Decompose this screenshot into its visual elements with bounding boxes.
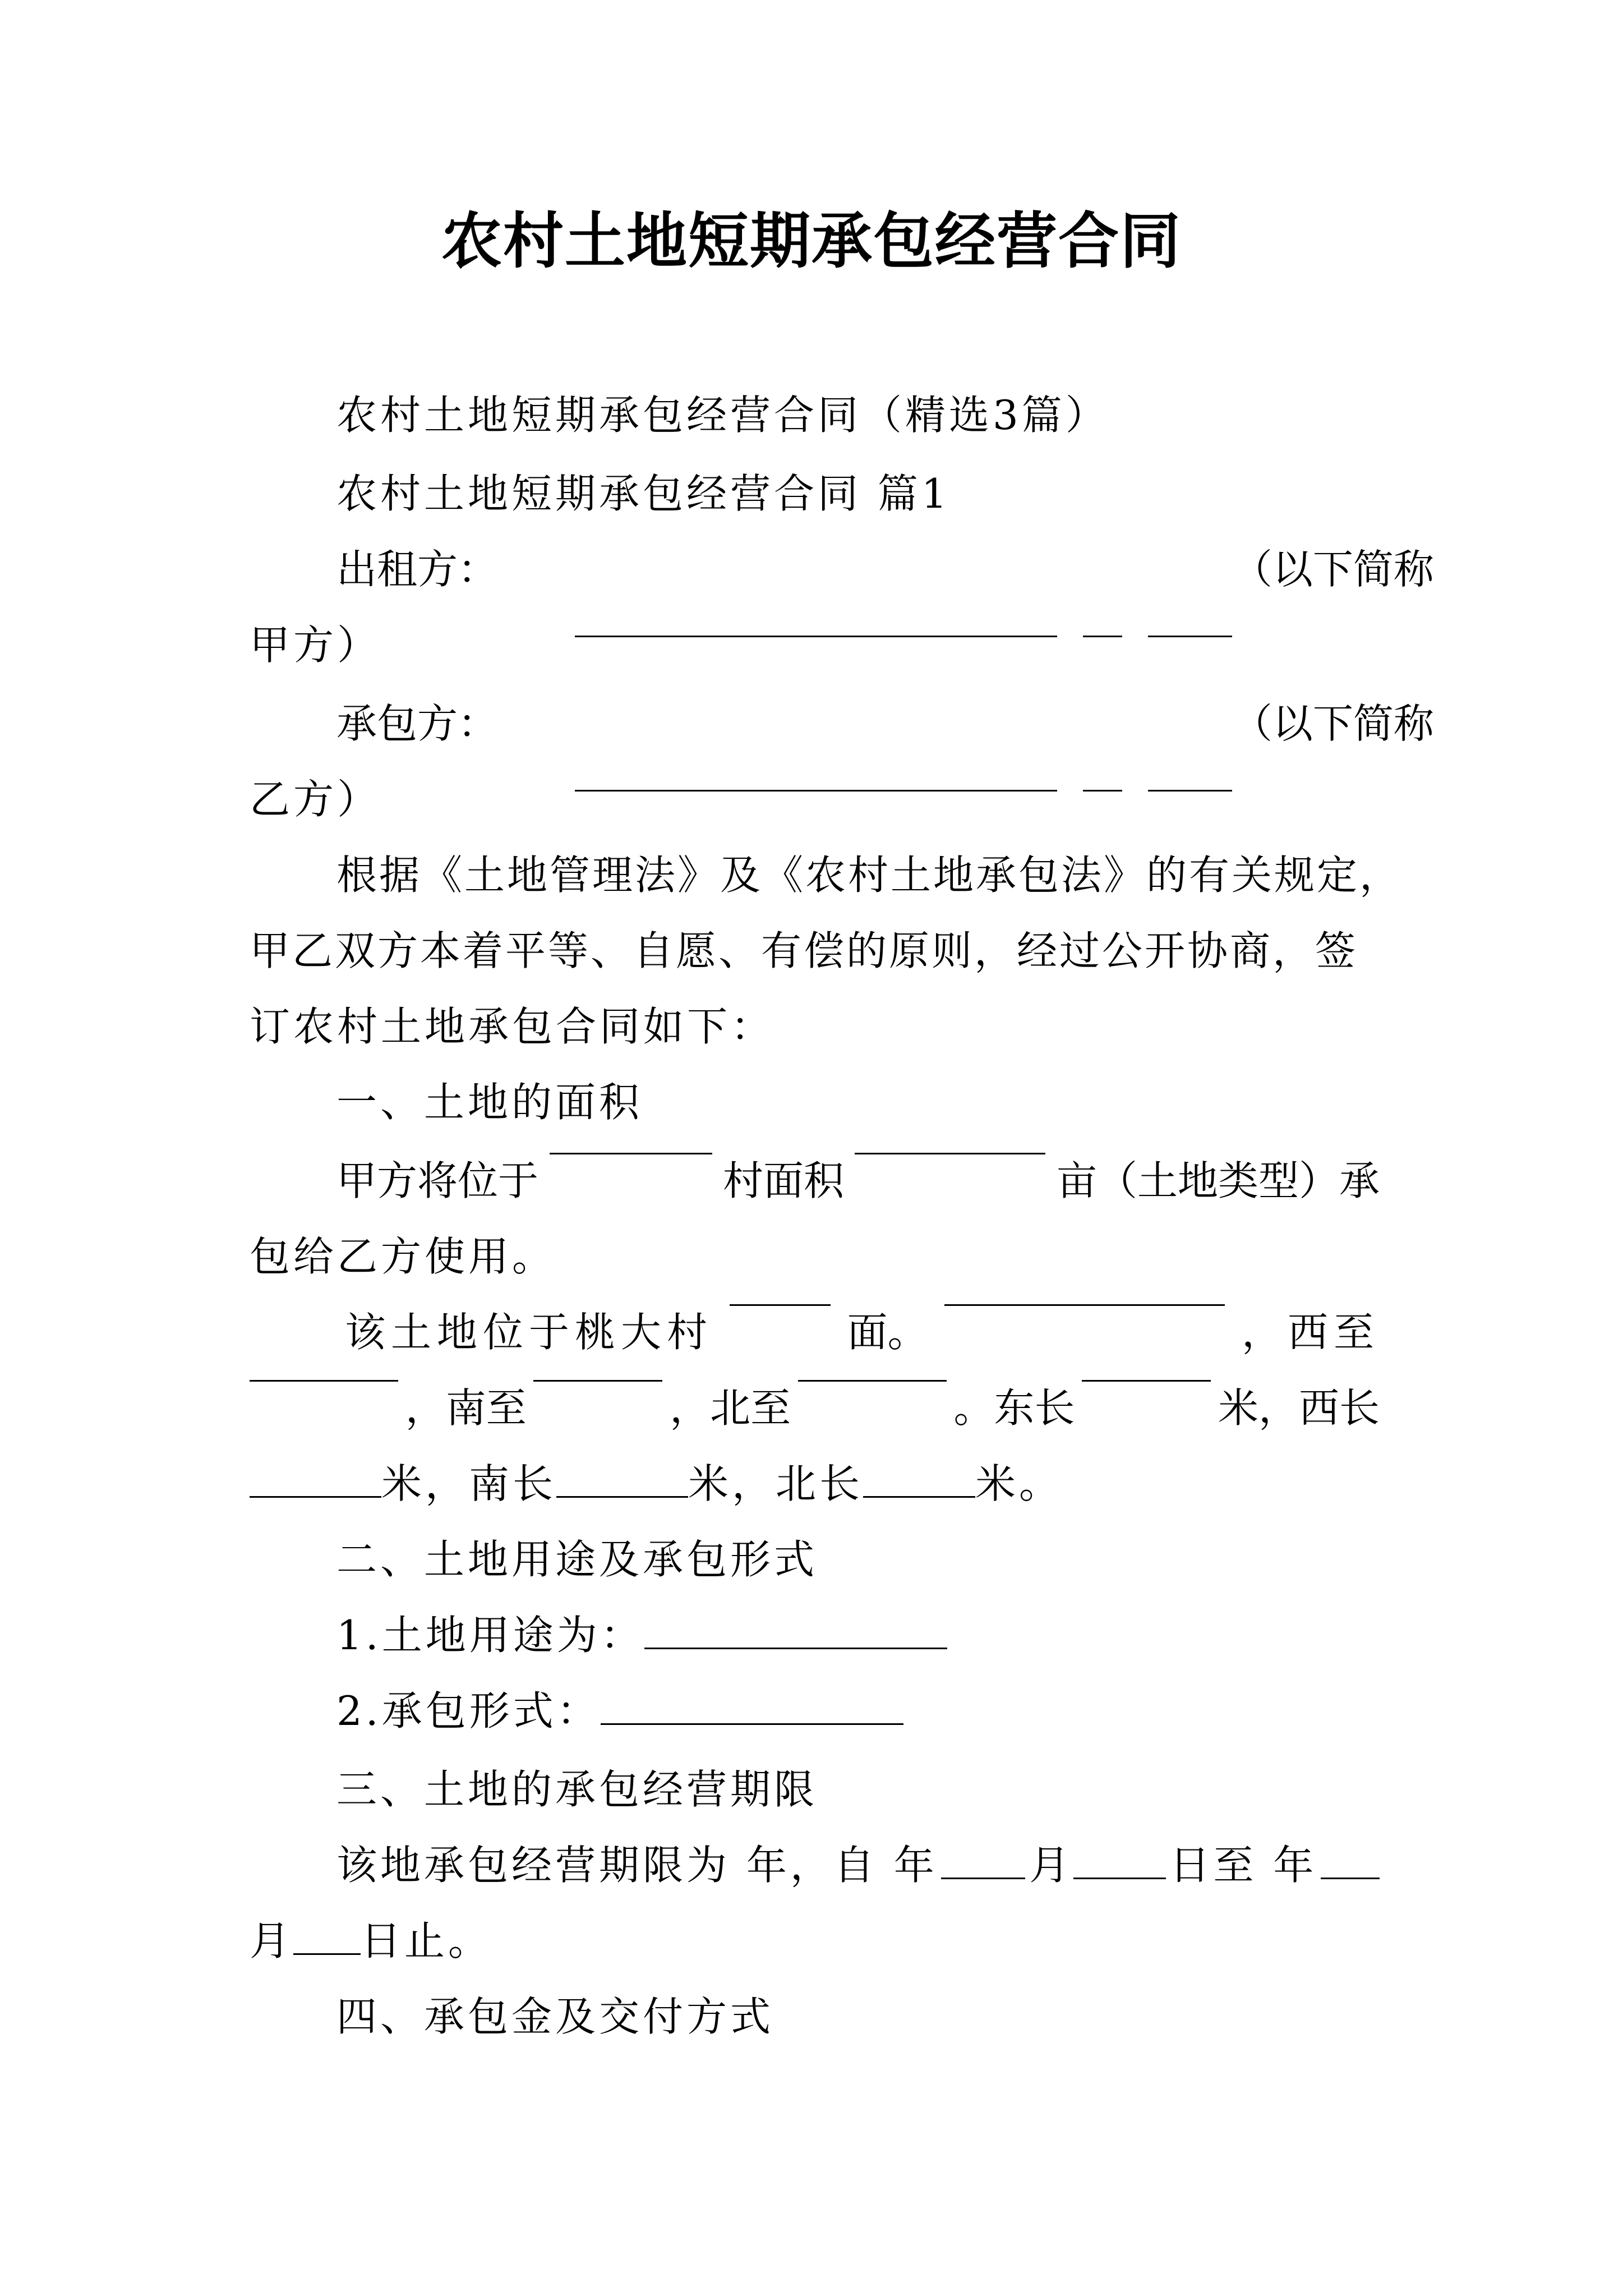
text-seg: 。东长 [953,1384,1075,1432]
preamble-line-1: 根据《土地管理法》及《农村土地承包法》的有关规定， [336,852,1403,899]
location-line-2 [250,1380,1380,1436]
text-seg: 该地承包经营期限为 年，自 年 [336,1842,938,1889]
location-line-1 [345,1304,1380,1360]
blank-west [250,1380,398,1382]
text-seg: 面。 [847,1309,928,1356]
preamble-line-3: 订农村土地承包合同如下： [250,1003,775,1050]
lessee-label: 承包方： [336,700,499,747]
section-1-line-2: 包给乙方使用。 [250,1233,556,1280]
text-seg: 甲方将位于 [336,1157,539,1204]
text-seg: 2.承包形式： [336,1687,601,1734]
lessor-line [336,541,1434,710]
text-seg: 亩（土地类型）承 [1056,1157,1380,1204]
blank-south-length [556,1496,688,1498]
blank-north-length [863,1496,975,1498]
contract-form-line [336,1683,903,1739]
text-seg: ，南至 [405,1384,527,1432]
text-seg: 米，南长 [381,1460,557,1507]
lessor-cont: 甲方） [250,622,381,669]
document-subtitle: 农村土地短期承包经营合同（精选3篇） [336,392,1109,439]
land-use-line [336,1607,947,1663]
lessee-suffix: （以下简称 [1232,700,1434,747]
blank-north [798,1380,947,1382]
lessor-suffix: （以下简称 [1232,546,1434,593]
lessee-line [336,696,1434,864]
section-1-heading: 一、土地的面积 [336,1079,643,1126]
section-2-heading: 二、土地用途及承包形式 [336,1536,818,1583]
text-seg: 日止。 [361,1917,492,1964]
lessee-cont: 乙方） [250,776,381,823]
text-seg: 米，北长 [688,1460,864,1507]
blank-contract-form [601,1723,903,1725]
blank-start-day [1073,1878,1166,1879]
section-4-heading: 四、承包金及交付方式 [336,1993,774,2040]
text-seg: 月 [250,1917,294,1964]
text-seg: 月 [1029,1842,1070,1889]
term-line-2 [250,1913,492,1969]
blank-east [944,1304,1225,1306]
document-title: 农村土地短期承包经营合同 [441,206,1182,277]
blank-west-length [250,1496,381,1498]
blank-end-day [293,1953,361,1955]
blank-east-length [1082,1380,1211,1382]
blank-area [855,1153,1045,1154]
blank-start-month [941,1878,1025,1879]
blank-land-use [644,1648,947,1649]
text-seg: 村面积 [722,1157,844,1204]
preamble-line-2: 甲乙双方本着平等、自愿、有偿的原则，经过公开协商，签 [250,927,1358,974]
location-line-3 [250,1456,1063,1512]
text-seg: 米。 [975,1460,1063,1507]
text-seg: 米，西长 [1218,1384,1380,1432]
lessor-blank [498,541,1232,710]
text-seg: ，西至 [1241,1309,1380,1356]
lessor-label: 出租方： [336,546,499,593]
part-heading: 农村土地短期承包经营合同 篇1 [336,470,951,517]
blank-village [550,1153,712,1154]
text-seg: ，北至 [670,1384,791,1432]
blank-face [730,1304,831,1306]
text-seg: 1.土地用途为： [336,1612,644,1659]
lessee-blank [498,696,1232,864]
section-3-heading: 三、土地的承包经营期限 [336,1766,818,1813]
term-line-1 [336,1837,1380,1893]
blank-end-year [1321,1878,1380,1879]
blank-south [533,1380,662,1382]
text-seg: 该土地位于桃大村 [345,1309,713,1356]
section-1-line-1 [336,1153,1380,1209]
text-seg: 日至 年 [1169,1842,1317,1889]
